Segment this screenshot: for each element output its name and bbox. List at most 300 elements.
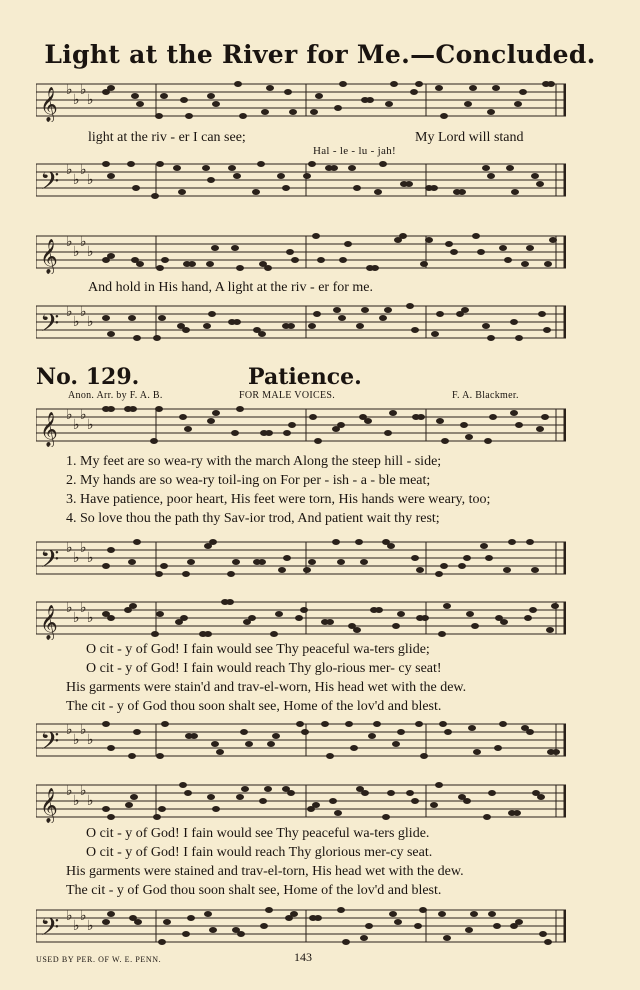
notehead — [415, 721, 423, 727]
flat-icon: ♭ — [80, 304, 87, 320]
notehead — [188, 261, 196, 267]
notehead — [227, 571, 235, 577]
notehead — [466, 611, 474, 617]
notehead — [430, 802, 438, 808]
notehead — [156, 611, 164, 617]
flat-icon: ♭ — [73, 918, 80, 934]
notehead — [107, 615, 115, 621]
notehead — [547, 81, 555, 87]
notehead — [182, 327, 190, 333]
flat-icon: ♭ — [66, 600, 73, 616]
notehead — [356, 323, 364, 329]
notehead — [180, 615, 188, 621]
notehead — [503, 567, 511, 573]
notehead — [207, 93, 215, 99]
notehead — [226, 599, 234, 605]
notehead — [384, 307, 392, 313]
chorus-2-line-4: The cit - y of God thou soon shalt see, Home of the lov'd and blest. — [66, 883, 442, 898]
notehead — [394, 919, 402, 925]
notehead — [290, 911, 298, 917]
notehead — [134, 919, 142, 925]
notehead — [291, 257, 299, 263]
notehead — [102, 806, 110, 812]
flat-icon: ♭ — [66, 783, 73, 799]
treble-clef-icon: 𝄞 — [40, 239, 58, 274]
notehead — [477, 249, 485, 255]
notehead — [179, 414, 187, 420]
notehead — [364, 418, 372, 424]
notehead — [368, 733, 376, 739]
notehead — [257, 161, 265, 167]
notehead — [515, 919, 523, 925]
notehead — [275, 611, 283, 617]
notehead — [133, 729, 141, 735]
flat-icon: ♭ — [66, 162, 73, 178]
notehead — [155, 571, 163, 577]
staff-lines — [36, 598, 566, 640]
flat-icon: ♭ — [80, 783, 87, 799]
flat-icon: ♭ — [73, 417, 80, 433]
notehead — [353, 185, 361, 191]
chorus-1-line-2: O cit - y of God! I fain would reach Thy glo-rious mer- cy seat! — [86, 661, 442, 676]
notehead — [264, 265, 272, 271]
credit-left: Anon. Arr. by F. A. B. — [68, 390, 163, 401]
flat-icon: ♭ — [80, 540, 87, 556]
notehead — [289, 109, 297, 115]
notehead — [411, 555, 419, 561]
page-number: 143 — [294, 950, 312, 964]
staff-lines — [36, 302, 566, 344]
notehead — [107, 173, 115, 179]
notehead — [465, 927, 473, 933]
notehead — [483, 814, 491, 820]
notehead — [308, 559, 316, 565]
notehead — [419, 907, 427, 913]
notehead — [300, 607, 308, 613]
notehead — [521, 261, 529, 267]
notehead — [158, 315, 166, 321]
notehead — [330, 165, 338, 171]
bass-clef-icon: 𝄢 — [40, 309, 60, 344]
notehead — [421, 615, 429, 621]
flat-icon: ♭ — [73, 172, 80, 188]
staff-lines — [36, 405, 566, 447]
notehead — [184, 790, 192, 796]
notehead — [482, 323, 490, 329]
notehead — [265, 430, 273, 436]
notehead — [151, 193, 159, 199]
notehead — [207, 418, 215, 424]
notehead — [313, 311, 321, 317]
notehead — [536, 181, 544, 187]
notehead — [317, 257, 325, 263]
staff-lines — [36, 781, 566, 823]
staff-lines — [36, 906, 566, 948]
notehead — [499, 721, 507, 727]
notehead — [371, 265, 379, 271]
notehead — [389, 410, 397, 416]
notehead — [425, 237, 433, 243]
notehead — [529, 607, 537, 613]
notehead — [207, 177, 215, 183]
notehead — [309, 414, 317, 420]
notehead — [487, 109, 495, 115]
notehead — [231, 430, 239, 436]
notehead — [549, 237, 557, 243]
flat-icon: ♭ — [66, 234, 73, 250]
notehead — [261, 109, 269, 115]
treble-clef-icon: 𝄞 — [40, 412, 58, 447]
bass-clef-icon: 𝄢 — [40, 167, 60, 202]
notehead — [277, 173, 285, 179]
notehead — [471, 623, 479, 629]
treble-clef-icon: 𝄞 — [40, 788, 58, 823]
notehead — [260, 923, 268, 929]
notehead — [344, 241, 352, 247]
notehead — [282, 185, 290, 191]
treble-staff-4 — [36, 598, 566, 640]
notehead — [107, 547, 115, 553]
notehead — [133, 539, 141, 545]
notehead — [416, 567, 424, 573]
notehead — [417, 414, 425, 420]
notehead — [155, 113, 163, 119]
flat-icon: ♭ — [80, 407, 87, 423]
notehead — [494, 745, 502, 751]
notehead — [436, 418, 444, 424]
flat-icon: ♭ — [73, 793, 80, 809]
notehead — [136, 101, 144, 107]
notehead — [239, 113, 247, 119]
notehead — [136, 261, 144, 267]
notehead — [526, 245, 534, 251]
notehead — [387, 790, 395, 796]
notehead — [259, 798, 267, 804]
flat-icon: ♭ — [66, 82, 73, 98]
flat-icon: ♭ — [66, 304, 73, 320]
notehead — [286, 249, 294, 255]
notehead — [163, 919, 171, 925]
notehead — [387, 543, 395, 549]
notehead — [360, 935, 368, 941]
notehead — [131, 93, 139, 99]
notehead — [541, 414, 549, 420]
notehead — [440, 113, 448, 119]
notehead — [461, 307, 469, 313]
chorus-2-line-3: His garments were stained and trav-el-torn, His head wet with the dew. — [66, 864, 464, 879]
chorus-2-line-2: O cit - y of God! I fain would reach Thy glorious mer-cy seat. — [86, 845, 433, 860]
notehead — [443, 603, 451, 609]
notehead — [102, 315, 110, 321]
notehead — [411, 327, 419, 333]
notehead — [488, 911, 496, 917]
notehead — [392, 741, 400, 747]
flat-icon: ♭ — [80, 82, 87, 98]
notehead — [374, 189, 382, 195]
notehead — [209, 539, 217, 545]
notehead — [153, 335, 161, 341]
notehead — [332, 539, 340, 545]
notehead — [544, 939, 552, 945]
notehead — [107, 253, 115, 259]
notehead — [265, 907, 273, 913]
flat-icon: ♭ — [80, 600, 87, 616]
notehead — [308, 161, 316, 167]
notehead — [267, 741, 275, 747]
notehead — [153, 814, 161, 820]
notehead — [310, 109, 318, 115]
notehead — [406, 303, 414, 309]
notehead — [237, 931, 245, 937]
notehead — [510, 410, 518, 416]
flat-icon: ♭ — [73, 732, 80, 748]
notehead — [314, 915, 322, 921]
notehead — [308, 323, 316, 329]
flat-icon: ♭ — [87, 550, 94, 566]
chorus-1-line-4: The cit - y of God thou soon shalt see, Home of the lov'd and blest. — [66, 699, 442, 714]
notehead — [329, 798, 337, 804]
notehead — [130, 794, 138, 800]
notehead — [102, 919, 110, 925]
flat-icon: ♭ — [87, 244, 94, 260]
notehead — [487, 173, 495, 179]
notehead — [216, 749, 224, 755]
notehead — [504, 257, 512, 263]
notehead — [337, 907, 345, 913]
notehead — [526, 729, 534, 735]
notehead — [151, 631, 159, 637]
bass-clef-icon: 𝄢 — [40, 913, 60, 948]
notehead — [482, 165, 490, 171]
treble-staff-2 — [36, 232, 566, 274]
notehead — [206, 261, 214, 267]
credit-center: FOR MALE VOICES. — [239, 390, 336, 401]
notehead — [252, 189, 260, 195]
lyric-line-2: And hold in His hand, A light at the riv - er for me. — [88, 280, 374, 295]
notehead — [288, 422, 296, 428]
notehead — [202, 165, 210, 171]
notehead — [536, 426, 544, 432]
verse-3: 3. Have patience, poor heart, His feet were torn, His hands were weary, too; — [66, 492, 491, 507]
notehead — [544, 261, 552, 267]
notehead — [390, 81, 398, 87]
notehead — [129, 603, 137, 609]
flat-icon: ♭ — [73, 610, 80, 626]
notehead — [231, 245, 239, 251]
notehead — [236, 265, 244, 271]
notehead — [515, 335, 523, 341]
notehead — [287, 790, 295, 796]
notehead — [389, 911, 397, 917]
notehead — [155, 406, 163, 412]
notehead — [450, 249, 458, 255]
notehead — [469, 85, 477, 91]
flat-icon: ♭ — [80, 162, 87, 178]
notehead — [546, 627, 554, 633]
notehead — [510, 319, 518, 325]
bass-clef-icon: 𝄢 — [40, 545, 60, 580]
notehead — [187, 559, 195, 565]
notehead — [472, 233, 480, 239]
staff-lines — [36, 160, 566, 202]
flat-icon: ♭ — [87, 92, 94, 108]
chorus-1-line-3: His garments were stain'd and trav-el-worn, His head wet with the dew. — [66, 680, 467, 695]
notehead — [379, 161, 387, 167]
notehead — [468, 725, 476, 731]
notehead — [158, 806, 166, 812]
flat-icon: ♭ — [66, 722, 73, 738]
chorus-1-line-1: O cit - y of God! I fain would see Thy peaceful wa-ters glide; — [86, 642, 430, 657]
notehead — [212, 410, 220, 416]
notehead — [173, 165, 181, 171]
notehead — [233, 173, 241, 179]
notehead — [245, 741, 253, 747]
notehead — [258, 559, 266, 565]
notehead — [551, 603, 559, 609]
treble-staff-1 — [36, 80, 566, 122]
notehead — [258, 331, 266, 337]
notehead — [470, 911, 478, 917]
notehead — [156, 753, 164, 759]
notehead — [350, 745, 358, 751]
notehead — [107, 85, 115, 91]
notehead — [314, 438, 322, 444]
notehead — [473, 749, 481, 755]
notehead — [127, 161, 135, 167]
flat-icon: ♭ — [87, 918, 94, 934]
notehead — [283, 430, 291, 436]
notehead — [488, 790, 496, 796]
notehead — [179, 782, 187, 788]
notehead — [234, 81, 242, 87]
lyric-line-1-right: My Lord will stand — [415, 130, 524, 145]
notehead — [190, 733, 198, 739]
flat-icon: ♭ — [66, 407, 73, 423]
hymn-title: Patience. — [248, 364, 362, 390]
notehead — [365, 923, 373, 929]
notehead — [129, 406, 137, 412]
treble-staff-3 — [36, 405, 566, 447]
notehead — [187, 915, 195, 921]
notehead — [128, 753, 136, 759]
notehead — [537, 794, 545, 800]
notehead — [531, 173, 539, 179]
notehead — [464, 101, 472, 107]
flat-icon: ♭ — [87, 314, 94, 330]
notehead — [366, 97, 374, 103]
bass-staff-4 — [36, 720, 566, 762]
notehead — [233, 319, 241, 325]
notehead — [415, 81, 423, 87]
treble-clef-icon: 𝄞 — [40, 605, 58, 640]
flat-icon: ♭ — [73, 314, 80, 330]
notehead — [161, 721, 169, 727]
notehead — [463, 798, 471, 804]
notehead — [463, 555, 471, 561]
notehead — [406, 790, 414, 796]
notehead — [373, 721, 381, 727]
flat-icon: ♭ — [87, 610, 94, 626]
notehead — [353, 627, 361, 633]
notehead — [264, 786, 272, 792]
notehead — [348, 165, 356, 171]
notehead — [460, 422, 468, 428]
notehead — [431, 331, 439, 337]
notehead — [441, 438, 449, 444]
page-title: Light at the River for Me.—Concluded. — [44, 40, 596, 69]
notehead — [236, 406, 244, 412]
notehead — [303, 173, 311, 179]
notehead — [538, 311, 546, 317]
notehead — [334, 810, 342, 816]
notehead — [228, 165, 236, 171]
notehead — [397, 729, 405, 735]
flat-icon: ♭ — [73, 550, 80, 566]
notehead — [487, 335, 495, 341]
flat-icon: ♭ — [73, 92, 80, 108]
notehead — [506, 165, 514, 171]
notehead — [161, 257, 169, 263]
notehead — [125, 802, 133, 808]
notehead — [439, 721, 447, 727]
notehead — [397, 611, 405, 617]
notehead — [414, 923, 422, 929]
notehead — [435, 85, 443, 91]
flat-icon: ♭ — [87, 172, 94, 188]
notehead — [361, 307, 369, 313]
notehead — [513, 810, 521, 816]
notehead — [435, 571, 443, 577]
notehead — [212, 101, 220, 107]
notehead — [511, 189, 519, 195]
flat-icon: ♭ — [66, 540, 73, 556]
notehead — [334, 105, 342, 111]
notehead — [270, 631, 278, 637]
notehead — [333, 307, 341, 313]
lyric-line-1-left: light at the riv - er I can see; — [88, 130, 246, 145]
notehead — [182, 931, 190, 937]
notehead — [321, 721, 329, 727]
notehead — [339, 81, 347, 87]
notehead — [485, 555, 493, 561]
notehead — [438, 911, 446, 917]
bass-staff-3 — [36, 538, 566, 580]
notehead — [295, 615, 303, 621]
flat-icon: ♭ — [80, 234, 87, 250]
notehead — [207, 794, 215, 800]
notehead — [382, 814, 390, 820]
staff-lines — [36, 80, 566, 122]
notehead — [284, 89, 292, 95]
notehead — [411, 798, 419, 804]
notehead — [338, 315, 346, 321]
notehead — [160, 93, 168, 99]
notehead — [133, 335, 141, 341]
notehead — [266, 85, 274, 91]
notehead — [384, 430, 392, 436]
notehead — [420, 753, 428, 759]
flat-icon: ♭ — [87, 417, 94, 433]
notehead — [355, 539, 363, 545]
notehead — [543, 327, 551, 333]
notehead — [438, 631, 446, 637]
notehead — [379, 315, 387, 321]
notehead — [385, 101, 393, 107]
notehead — [296, 721, 304, 727]
notehead — [410, 89, 418, 95]
notehead — [526, 539, 534, 545]
credit-right: F. A. Blackmer. — [452, 390, 519, 401]
